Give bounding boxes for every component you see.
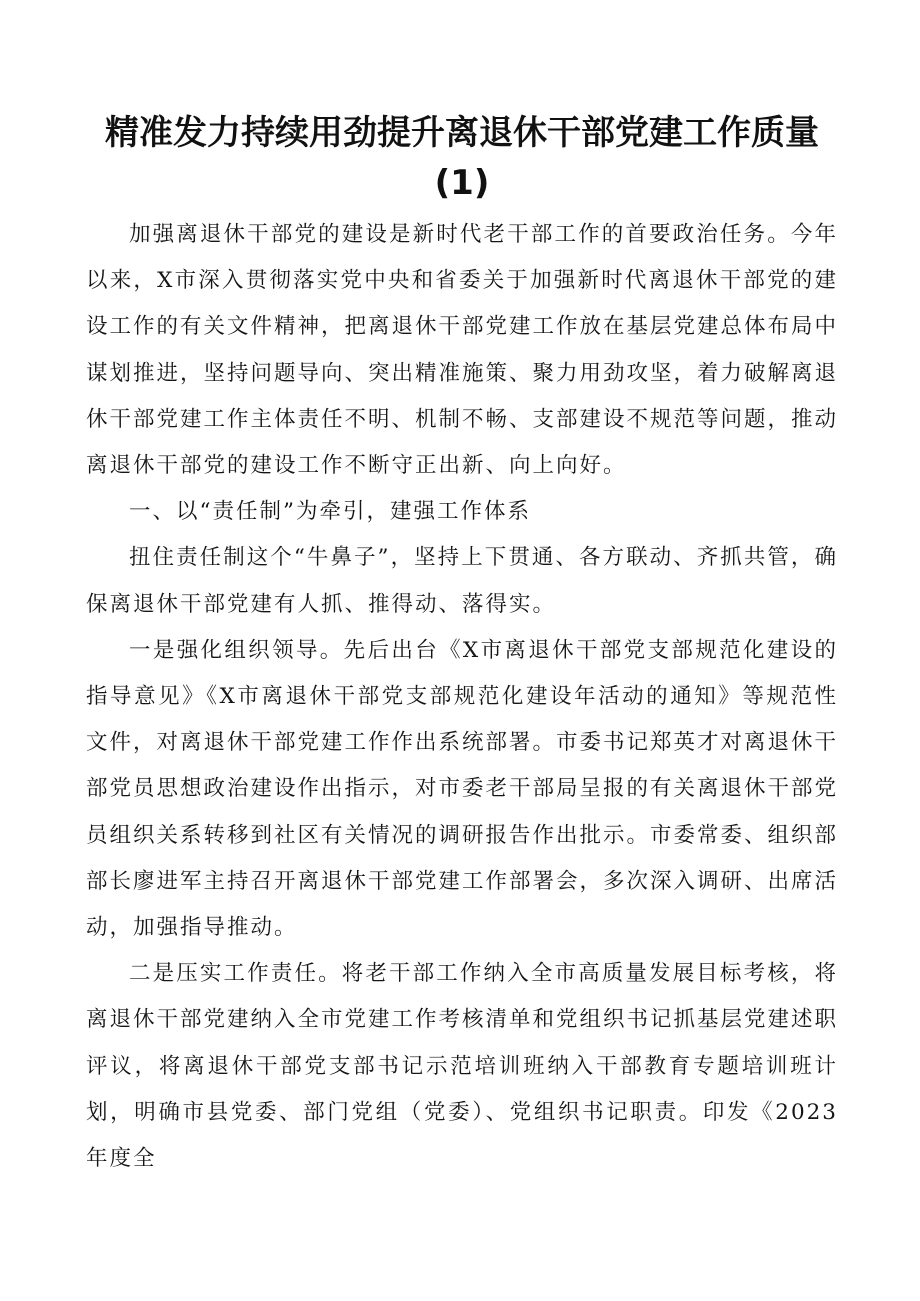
paragraph-intro: 加强离退休干部党的建设是新时代老干部工作的首要政治任务。今年以来，X市深入贯彻落实党中央和省委关于加强新时代离退休干部党的建设工作的有关文件精神，把离退休干部党建工作放在基层党建总体布局中谋划推进，坚持问题导向、突出精准施策、聚力用劲攻坚，着力破解离退休干部党建工作主体责任不明、机制不畅、支部建设不规范等问题，推动离退休干部党的建设工作不断守正出新、向上向好。 [86, 222, 839, 479]
title-line-2: (1) [434, 163, 490, 203]
paragraph-consolidate-responsibility: 二是压实工作责任。将老干部工作纳入全市高质量发展目标考核，将离退休干部党建纳入全市党建工作考核清单和党组织书记抓基层党建述职评议，将离退休干部党支部书记示范培训班纳入干部教育专题培训班计划，明确市县党委、部门党组（党委）、党组织书记职责。印发《2023年度全 [86, 961, 839, 1172]
paragraph-section-1-summary: 扭住责任制这个“牛鼻子”，坚持上下贯通、各方联动、齐抓共管，确保离退休干部党建有人抓、推得动、落得实。 [86, 545, 838, 617]
paragraph-strengthen-leadership: 一是强化组织领导。先后出台《X市离退休干部党支部规范化建设的指导意见》《X市离退休干部党支部规范化建设年活动的通知》等规范性文件，对离退休干部党建工作作出系统部署。市委书记郑英才对离退休干部党员思想政治建设作出指示，对市委老干部局呈报的有关离退休干部党员组织关系转移到社区有关情况的调研报告作出批示。市委常委、组织部部长廖进军主持召开离退休干部党建工作部署会，多次深入调研、出席活动，加强指导推动。 [86, 637, 839, 941]
document-title [86, 108, 838, 208]
document-body [86, 212, 838, 1182]
title-line-1: 精准发力持续用劲提升离退休干部党建工作质量 [105, 113, 819, 153]
section-heading-1: 一、以“责任制”为牵引，建强工作体系 [129, 499, 531, 525]
